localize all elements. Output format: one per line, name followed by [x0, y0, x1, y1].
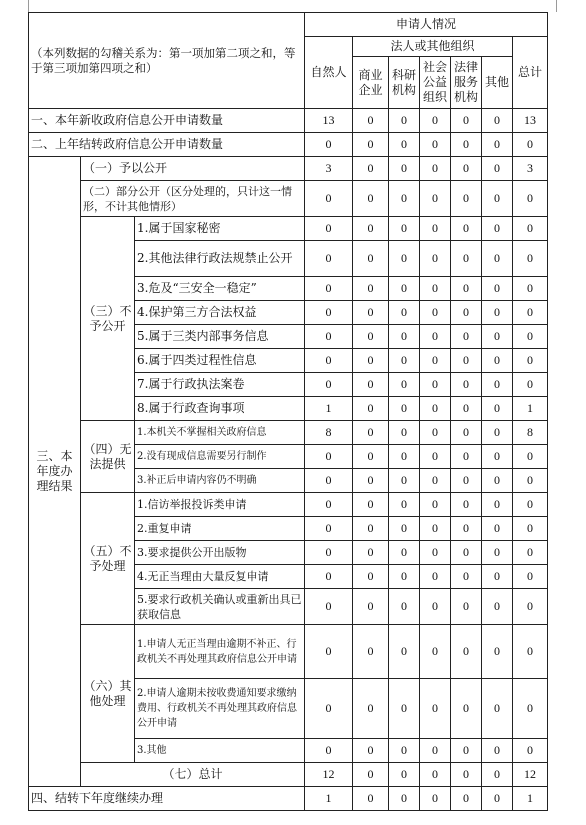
value-cell: 1: [513, 787, 548, 811]
value-cell: 0: [420, 241, 451, 277]
value-cell: 0: [482, 301, 513, 325]
value-cell: 12: [305, 763, 353, 787]
value-cell: 8: [305, 421, 353, 445]
value-cell: 0: [482, 277, 513, 301]
item-label: 4.无正当理由大量反复申请: [135, 565, 305, 589]
value-cell: 0: [482, 493, 513, 517]
table-note-cell: （本列数据的勾稽关系为：第一项加第二项之和，等于第三项加第四项之和）: [29, 13, 305, 109]
value-cell: 0: [451, 277, 482, 301]
value-cell: 0: [451, 157, 482, 181]
item-label: 7.属于行政执法案卷: [135, 373, 305, 397]
value-cell: 0: [513, 301, 548, 325]
value-cell: 0: [353, 589, 389, 625]
value-cell: 0: [420, 469, 451, 493]
row-carry-to-next-year: [29, 787, 548, 811]
value-cell: 0: [513, 679, 548, 739]
value-cell: 0: [389, 763, 420, 787]
item-label: 6.属于四类过程性信息: [135, 349, 305, 373]
value-cell: 0: [513, 133, 548, 157]
value-cell: 0: [482, 109, 513, 133]
page-corner-mark-right: [556, 0, 557, 12]
value-cell: 0: [451, 133, 482, 157]
value-cell: 0: [389, 301, 420, 325]
row-label: 一、本年新收政府信息公开申请数量: [29, 109, 305, 133]
value-cell: 0: [305, 445, 353, 469]
value-cell: 0: [513, 445, 548, 469]
value-cell: 1: [513, 397, 548, 421]
value-cell: 0: [353, 493, 389, 517]
value-cell: 0: [451, 445, 482, 469]
header-row-1: [29, 13, 548, 37]
value-cell: 0: [420, 181, 451, 217]
category-not-processed-label: （五）不予处理: [81, 493, 135, 625]
value-cell: 0: [353, 787, 389, 811]
value-cell: 0: [420, 787, 451, 811]
value-cell: 0: [451, 565, 482, 589]
value-cell: 0: [420, 325, 451, 349]
value-cell: 0: [389, 421, 420, 445]
natural-person-header: 自然人: [305, 37, 353, 109]
commercial-enterprise-header: 商业企业: [353, 57, 389, 109]
item-label: 3.补正后申请内容仍不明确: [135, 469, 305, 493]
value-cell: 0: [420, 565, 451, 589]
value-cell: 0: [389, 181, 420, 217]
value-cell: 0: [451, 349, 482, 373]
value-cell: 0: [305, 181, 353, 217]
value-cell: 0: [389, 217, 420, 241]
value-cell: 0: [482, 565, 513, 589]
value-cell: 0: [353, 397, 389, 421]
section-annual-results-label: 三、本年度办理结果: [29, 157, 81, 787]
legal-org-header: 法人或其他组织: [353, 37, 513, 57]
value-cell: 0: [353, 325, 389, 349]
value-cell: 0: [482, 421, 513, 445]
value-cell: 0: [482, 541, 513, 565]
value-cell: 0: [513, 277, 548, 301]
value-cell: 0: [353, 217, 389, 241]
value-cell: 0: [353, 133, 389, 157]
value-cell: 0: [513, 565, 548, 589]
value-cell: 0: [389, 565, 420, 589]
value-cell: 0: [420, 541, 451, 565]
value-cell: 0: [513, 325, 548, 349]
value-cell: 0: [389, 589, 420, 625]
value-cell: 0: [353, 517, 389, 541]
other-org-header: 其他: [482, 57, 513, 109]
value-cell: 0: [389, 469, 420, 493]
value-cell: 0: [389, 625, 420, 679]
value-cell: 0: [305, 349, 353, 373]
value-cell: 0: [513, 217, 548, 241]
category-label: （二）部分公开（区分处理的，只计这一情形，不计其他情形）: [81, 181, 305, 217]
value-cell: 0: [420, 493, 451, 517]
value-cell: 0: [305, 679, 353, 739]
value-cell: 0: [420, 589, 451, 625]
value-cell: 0: [353, 763, 389, 787]
value-cell: 8: [513, 421, 548, 445]
value-cell: 0: [451, 469, 482, 493]
value-cell: 0: [389, 157, 420, 181]
value-cell: 0: [420, 217, 451, 241]
value-cell: 0: [353, 565, 389, 589]
value-cell: 0: [482, 625, 513, 679]
value-cell: 0: [420, 301, 451, 325]
value-cell: 0: [353, 109, 389, 133]
row-new-applications: [29, 109, 548, 133]
category-not-disclosed-label: （三）不予公开: [81, 217, 135, 421]
value-cell: 0: [305, 277, 353, 301]
value-cell: 0: [482, 469, 513, 493]
item-label: 1.属于国家秘密: [135, 217, 305, 241]
value-cell: 1: [305, 787, 353, 811]
value-cell: 0: [389, 739, 420, 763]
value-cell: 0: [389, 541, 420, 565]
value-cell: 0: [353, 241, 389, 277]
value-cell: 0: [513, 625, 548, 679]
value-cell: 0: [420, 133, 451, 157]
value-cell: 0: [353, 157, 389, 181]
value-cell: 0: [389, 679, 420, 739]
value-cell: 0: [451, 541, 482, 565]
value-cell: 0: [389, 517, 420, 541]
value-cell: 0: [353, 469, 389, 493]
value-cell: 0: [389, 133, 420, 157]
row-label: 二、上年结转政府信息公开申请数量: [29, 133, 305, 157]
value-cell: 0: [389, 241, 420, 277]
social-welfare-org-header: 社会公益组织: [420, 57, 451, 109]
value-cell: 0: [389, 445, 420, 469]
value-cell: 0: [420, 397, 451, 421]
row-disclosed: [29, 157, 548, 181]
item-label: 1.本机关不掌握相关政府信息: [135, 421, 305, 445]
item-label: 5.要求行政机关确认或重新出具已获取信息: [135, 589, 305, 625]
item-label: 5.属于三类内部事务信息: [135, 325, 305, 349]
value-cell: 0: [482, 181, 513, 217]
value-cell: 0: [389, 397, 420, 421]
value-cell: 0: [353, 541, 389, 565]
value-cell: 0: [353, 445, 389, 469]
item-label: 3.要求提供公开出版物: [135, 541, 305, 565]
value-cell: 0: [513, 541, 548, 565]
row-partially-disclosed: [29, 181, 548, 217]
row-results-total: [29, 763, 548, 787]
value-cell: 0: [420, 763, 451, 787]
value-cell: 0: [451, 181, 482, 217]
value-cell: 0: [451, 589, 482, 625]
row-not-disclosed-item: [29, 217, 548, 241]
value-cell: 0: [451, 109, 482, 133]
value-cell: 0: [420, 445, 451, 469]
value-cell: 0: [482, 787, 513, 811]
value-cell: 0: [513, 739, 548, 763]
category-cannot-provide-label: （四）无法提供: [81, 421, 135, 493]
value-cell: 0: [305, 217, 353, 241]
value-cell: 0: [482, 739, 513, 763]
page-corner-mark-left: [28, 0, 29, 12]
value-cell: 0: [513, 373, 548, 397]
value-cell: 0: [389, 109, 420, 133]
category-total-label: （七）总计: [81, 763, 305, 787]
research-institution-header: 科研机构: [389, 57, 420, 109]
total-header: 总计: [513, 37, 548, 109]
row-other-processing-item: [29, 625, 548, 679]
category-other-processing-label: （六）其他处理: [81, 625, 135, 763]
value-cell: 0: [389, 349, 420, 373]
value-cell: 0: [389, 277, 420, 301]
value-cell: 0: [482, 373, 513, 397]
value-cell: 0: [305, 739, 353, 763]
value-cell: 0: [482, 397, 513, 421]
legal-service-org-header: 法律服务机构: [451, 57, 482, 109]
value-cell: 0: [353, 301, 389, 325]
value-cell: 0: [353, 739, 389, 763]
value-cell: 0: [482, 589, 513, 625]
value-cell: 0: [353, 679, 389, 739]
value-cell: 0: [305, 493, 353, 517]
item-label: 3.其他: [135, 739, 305, 763]
value-cell: 0: [451, 517, 482, 541]
value-cell: 0: [482, 763, 513, 787]
value-cell: 0: [305, 565, 353, 589]
value-cell: 0: [305, 241, 353, 277]
item-label: 1.申请人无正当理由逾期不补正、行政机关不再处理其政府信息公开申请: [135, 625, 305, 679]
value-cell: 0: [389, 787, 420, 811]
value-cell: 0: [353, 421, 389, 445]
value-cell: 0: [451, 493, 482, 517]
value-cell: 0: [451, 373, 482, 397]
value-cell: 0: [451, 787, 482, 811]
value-cell: 1: [305, 397, 353, 421]
item-label: 2.重复申请: [135, 517, 305, 541]
value-cell: 0: [451, 217, 482, 241]
disclosure-report-table: [28, 12, 548, 811]
value-cell: 0: [420, 277, 451, 301]
value-cell: 0: [305, 517, 353, 541]
value-cell: 0: [305, 589, 353, 625]
value-cell: 0: [513, 241, 548, 277]
item-label: 1.信访举报投诉类申请: [135, 493, 305, 517]
value-cell: 0: [420, 679, 451, 739]
item-label: 2.申请人逾期未按收费通知要求缴纳费用、行政机关不再处理其政府信息公开申请: [135, 679, 305, 739]
value-cell: 0: [305, 325, 353, 349]
report-table-body: [29, 13, 548, 811]
value-cell: 3: [513, 157, 548, 181]
value-cell: 0: [420, 421, 451, 445]
value-cell: 0: [353, 625, 389, 679]
value-cell: 0: [482, 325, 513, 349]
row-carried-over-applications: [29, 133, 548, 157]
value-cell: 0: [451, 679, 482, 739]
value-cell: 13: [513, 109, 548, 133]
item-label: 8.属于行政查询事项: [135, 397, 305, 421]
value-cell: 0: [420, 373, 451, 397]
applicant-situation-header: 申请人情况: [305, 13, 548, 37]
value-cell: 0: [305, 541, 353, 565]
value-cell: 0: [482, 349, 513, 373]
value-cell: 0: [482, 679, 513, 739]
value-cell: 0: [420, 157, 451, 181]
value-cell: 0: [482, 133, 513, 157]
value-cell: 0: [305, 301, 353, 325]
value-cell: 0: [513, 181, 548, 217]
value-cell: 0: [482, 157, 513, 181]
value-cell: 12: [513, 763, 548, 787]
value-cell: 0: [513, 493, 548, 517]
value-cell: 0: [451, 739, 482, 763]
value-cell: 3: [305, 157, 353, 181]
value-cell: 0: [389, 325, 420, 349]
value-cell: 0: [451, 625, 482, 679]
item-label: 2.没有现成信息需要另行制作: [135, 445, 305, 469]
row-not-processed-item: [29, 493, 548, 517]
value-cell: 0: [420, 517, 451, 541]
item-label: 3.危及“三安全一稳定”: [135, 277, 305, 301]
value-cell: 0: [482, 445, 513, 469]
value-cell: 0: [305, 133, 353, 157]
value-cell: 0: [451, 325, 482, 349]
value-cell: 0: [451, 301, 482, 325]
value-cell: 0: [451, 421, 482, 445]
value-cell: 0: [420, 349, 451, 373]
value-cell: 0: [305, 373, 353, 397]
value-cell: 0: [513, 517, 548, 541]
row-label: 四、结转下年度继续办理: [29, 787, 305, 811]
value-cell: 0: [389, 493, 420, 517]
value-cell: 0: [353, 181, 389, 217]
value-cell: 0: [305, 625, 353, 679]
value-cell: 0: [353, 373, 389, 397]
value-cell: 0: [451, 397, 482, 421]
value-cell: 0: [451, 241, 482, 277]
value-cell: 0: [420, 625, 451, 679]
value-cell: 0: [482, 517, 513, 541]
row-cannot-provide-item: [29, 421, 548, 445]
item-label: 4.保护第三方合法权益: [135, 301, 305, 325]
category-label: （一）予以公开: [81, 157, 305, 181]
value-cell: 0: [451, 763, 482, 787]
value-cell: 0: [513, 349, 548, 373]
item-label: 2.其他法律行政法规禁止公开: [135, 241, 305, 277]
value-cell: 0: [353, 349, 389, 373]
value-cell: 0: [420, 109, 451, 133]
value-cell: 13: [305, 109, 353, 133]
value-cell: 0: [513, 469, 548, 493]
value-cell: 0: [353, 277, 389, 301]
value-cell: 0: [389, 373, 420, 397]
value-cell: 0: [420, 739, 451, 763]
value-cell: 0: [305, 469, 353, 493]
value-cell: 0: [513, 589, 548, 625]
value-cell: 0: [482, 241, 513, 277]
value-cell: 0: [482, 217, 513, 241]
